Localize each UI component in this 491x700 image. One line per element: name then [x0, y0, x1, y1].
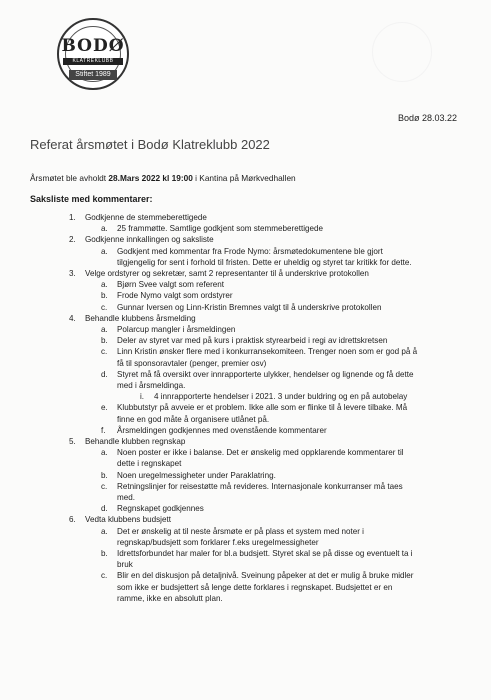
item-title: Godkjenne innkallingen og saksliste: [85, 235, 214, 245]
intro-after: i Kantina på Mørkvedhallen: [192, 173, 296, 183]
item-number: 2.: [69, 235, 76, 245]
subitem-mark: e.: [101, 403, 108, 413]
subitem-mark: d.: [101, 504, 108, 514]
subitem-mark: a.: [101, 224, 108, 234]
item-title: Behandle klubbens årsmelding: [85, 313, 196, 323]
subitem-mark: a.: [101, 526, 108, 536]
subitem-mark: c.: [101, 571, 108, 581]
subitem-line: Det er ønskelig at til neste årsmøte er på plass et system med noter i: [117, 526, 364, 536]
subitem-line: regnskap/budsjett som forklarer f.eks uregelmessigheter: [117, 537, 319, 547]
subitem-line: med.: [117, 493, 135, 502]
agenda-heading: Saksliste med kommentarer:: [30, 194, 153, 204]
subitem-line: Noen poster er ikke i balanse. Det er ønskelig med oppklarende kommentarer til: [117, 448, 404, 458]
subitem-line: Bjørn Svee valgt som referent: [117, 280, 225, 290]
subitem-mark: b.: [101, 549, 108, 558]
item-title: Velge ordstyrer og sekretær, samt 2 representanter til å underskrive protokollen: [85, 269, 369, 278]
subitem-line: Polarcup mangler i årsmeldingen: [117, 325, 236, 334]
item-number: 4.: [69, 313, 76, 323]
subitem-line: Noen uregelmessigheter under Paraklatring.: [117, 470, 276, 480]
subitem-line: med i årsmeldinga.: [117, 381, 186, 390]
logo-founded: Stiftet 1989: [69, 70, 117, 80]
subitem-line: Deler av styret var med på kurs i praktisk styrearbeid i regi av idrettskretsen: [117, 336, 388, 346]
subitem-line: dette i regnskapet: [117, 459, 182, 469]
subitem-line: få til sponsoravtaler (penger, premier osv): [117, 358, 267, 368]
intro-before: Årsmøtet ble avholdt: [30, 173, 109, 183]
subitem-mark: a.: [101, 448, 108, 458]
document-date: Bodø 28.03.22: [397, 113, 457, 123]
subitem-line: Årsmeldingen godkjennes med ovenstående kommentarer: [117, 425, 327, 435]
subitem-line: finne en god måte å organisere utlånet på.: [117, 414, 270, 424]
item-title: Godkjenne de stemmeberettigede: [85, 213, 207, 222]
item-title: Vedta klubbens budsjett: [85, 515, 171, 525]
item-number: 3.: [69, 269, 76, 278]
item-title: Behandle klubben regnskap: [85, 437, 186, 446]
subitem-mark: a.: [101, 280, 108, 290]
subitem-line: Retningslinjer for reisestøtte må revideres. Internasjonale konkurranser må taes: [117, 481, 403, 491]
subitem-line: bruk: [117, 560, 133, 570]
subsub-mark: i.: [140, 392, 145, 402]
subitem-mark: d.: [101, 369, 108, 379]
subitem-line: Blir en del diskusjon på detaljnivå. Sveinung påpeker at det er mulig å bruke midler: [117, 571, 414, 581]
subitem-line: Styret må få oversikt over innrapporterte ulykker, hendelser og lignende og få dette: [117, 369, 414, 379]
subitem-mark: a.: [101, 246, 108, 256]
subitem-line: Gunnar Iversen og Linn-Kristin Bremnes valgt til å underskrive protokollen: [117, 302, 382, 312]
subitem-mark: c.: [101, 347, 108, 357]
faint-watermark: [372, 22, 432, 82]
subitem-mark: c.: [101, 481, 108, 491]
logo-word: BODØ: [61, 36, 125, 56]
subitem-mark: f.: [101, 425, 106, 435]
subitem-line: Frode Nymo valgt som ordstyrer: [117, 291, 233, 301]
document-title: Referat årsmøtet i Bodø Klatreklubb 2022: [30, 137, 270, 152]
item-number: 1.: [69, 213, 76, 222]
club-logo: [57, 18, 129, 90]
subitem-line: ramme, ikke en absolutt plan.: [117, 593, 223, 603]
item-number: 6.: [69, 515, 76, 525]
subitem-line: Regnskapet godkjennes: [117, 504, 204, 514]
subitem-line: tilgjengelig for sent i forhold til fristen. Dette er uheldig og styret tar kritikk for dette.: [117, 257, 412, 267]
subitem-mark: b.: [101, 470, 108, 480]
subitem-mark: c.: [101, 302, 108, 312]
subitem-line: Godkjent med kommentar fra Frode Nymo: årsmøtedokumentene ble gjort: [117, 246, 383, 256]
subitem-line: som ikke er budsjettert så lenge dette forklares i regnskapet. Budsjettet er en: [117, 582, 393, 592]
intro-date: 28.Mars 2022 kl 19:00: [108, 173, 193, 183]
item-number: 5.: [69, 437, 76, 446]
intro-line: [30, 173, 296, 183]
logo-band: [63, 58, 123, 65]
subitem-line: 25 frammøtte. Samtlige godkjent som stemmeberettigede: [117, 224, 324, 234]
subsub-line: 4 innrapporterte hendelser i 2021. 3 under buldring og en på autobelay: [154, 392, 408, 402]
subitem-line: Klubbutstyr på avveie er et problem. Ikke alle som er flinke til å levere tilbake. Må: [117, 403, 408, 413]
subitem-mark: b.: [101, 291, 108, 301]
subitem-mark: a.: [101, 325, 108, 334]
subitem-line: Idrettsforbundet har maler for bl.a budsjett. Styret skal se på disse og eventuelt ta i: [117, 549, 413, 558]
logo-band-text: KLATREKLUBB: [72, 58, 114, 64]
subitem-mark: b.: [101, 336, 108, 346]
subitem-line: Linn Kristin ønsker flere med i konkurransekomiteen. Trenger noen som er god på å: [117, 347, 418, 357]
